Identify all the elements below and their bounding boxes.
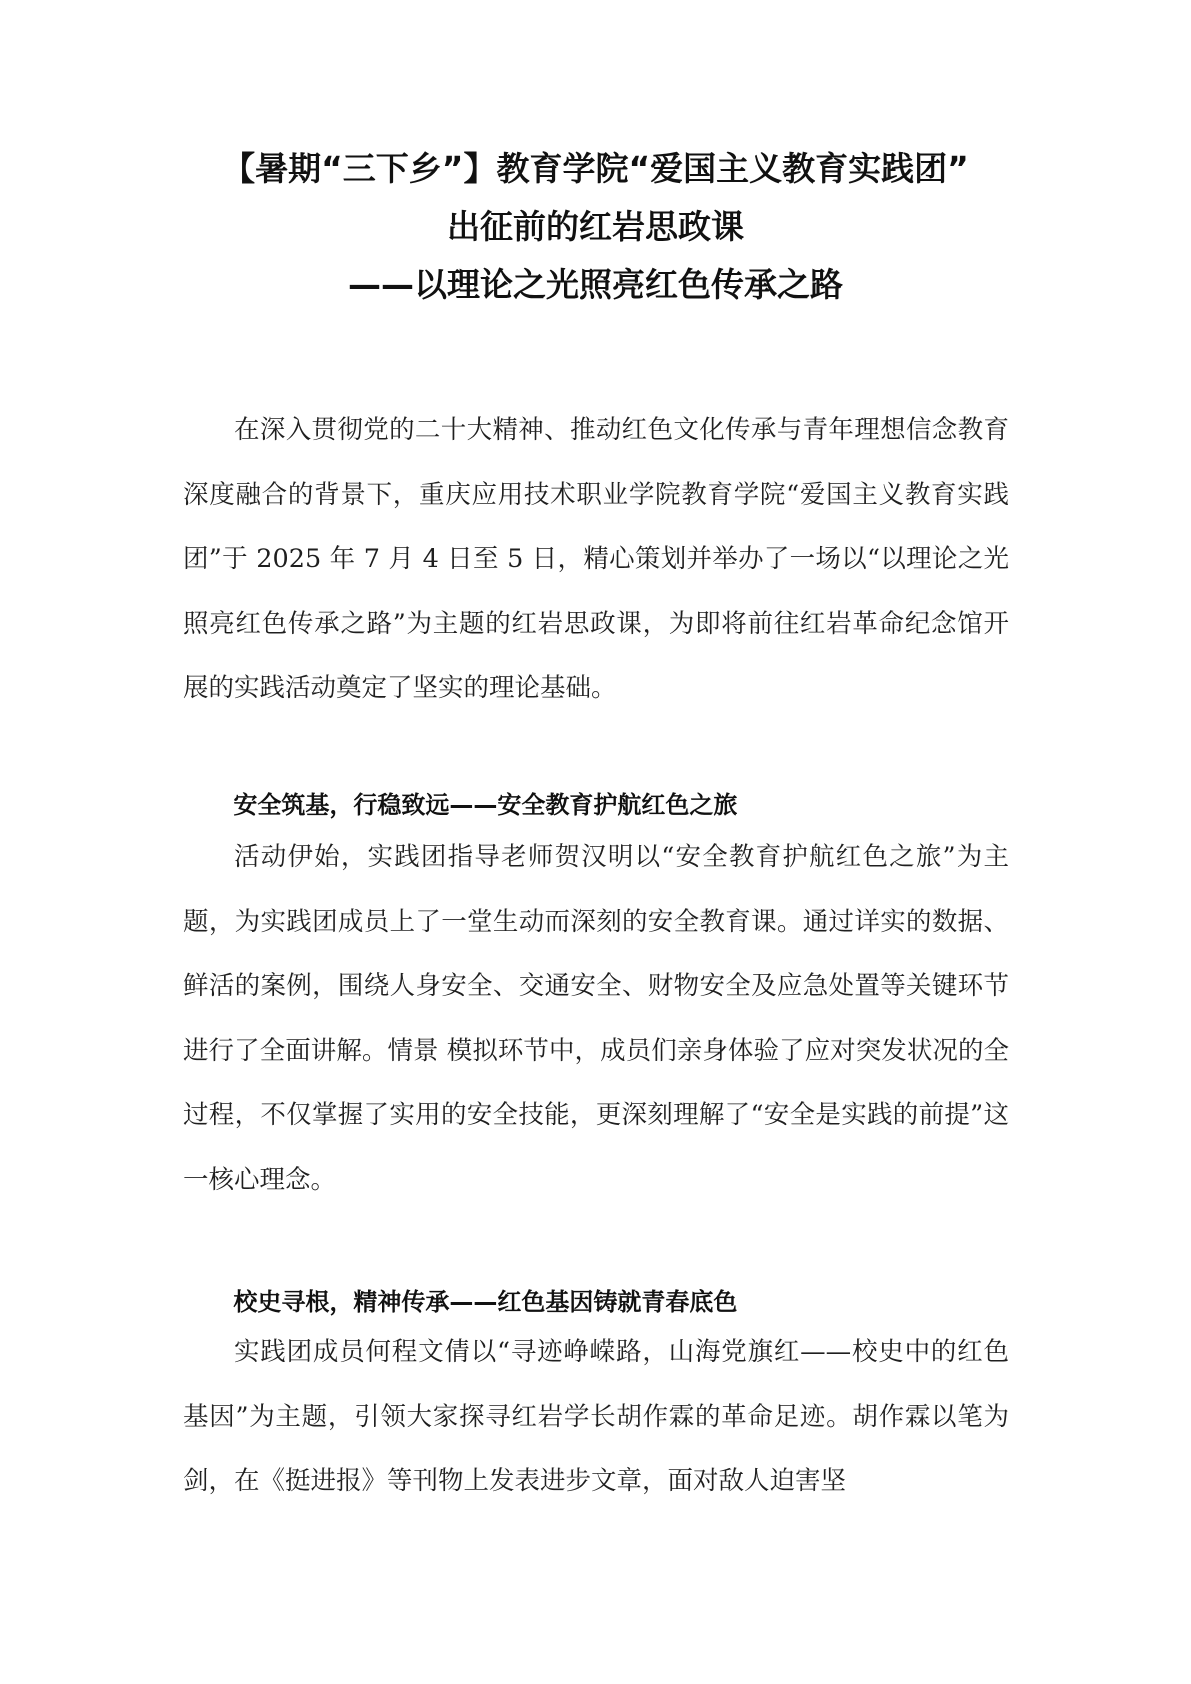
intro-paragraph: 在深入贯彻党的二十大精神、推动红色文化传承与青年理想信念教育深度融合的背景下，重庆应用技术职业学院教育学院“爱国主义教育实践团”于 2025 年 7 月 4 日至 5 日，精心策划并举办了一场以“以理论之光照亮红色传承之路”为主题的红岩思政课，为即将前往红岩革命纪念馆开展的实践活动奠定了坚实的理论基础。 [183,415,1009,703]
title-line-3: ——以理论之光照亮红色传承之路 [348,265,843,304]
section-heading-school-history: 校史寻根，精神传承——红色基因铸就青春底色 [233,1288,738,1316]
section-heading-safety: 安全筑基，行稳致远——安全教育护航红色之旅 [233,791,738,819]
document-title [120,140,1071,314]
section-paragraph-safety: 活动伊始，实践团指导老师贺汉明以“安全教育护航红色之旅”为主题，为实践团成员上了一堂生动而深刻的安全教育课。通过详实的数据、鲜活的案例，围绕人身安全、交通安全、财物安全及应急处置等关键环节进行了全面讲解。情景 模拟环节中，成员们亲身体验了应对突发状况的全过程，不仅掌握了实用的安全技能，更深刻理解了“安全是实践的前提”这一核心理念。 [183,842,1009,1195]
section-paragraph-school-history: 实践团成员何程文倩以“寻迹峥嵘路，山海党旗红——校史中的红色基因”为主题，引领大家探寻红岩学长胡作霖的革命足迹。胡作霖以笔为剑，在《挺进报》等刊物上发表进步文章，面对敌人迫害坚 [183,1337,1009,1496]
title-line-2: 出征前的红岩思政课 [447,207,744,246]
title-line-1: 【暑期“三下乡”】教育学院“爱国主义教育实践团” [222,149,969,188]
